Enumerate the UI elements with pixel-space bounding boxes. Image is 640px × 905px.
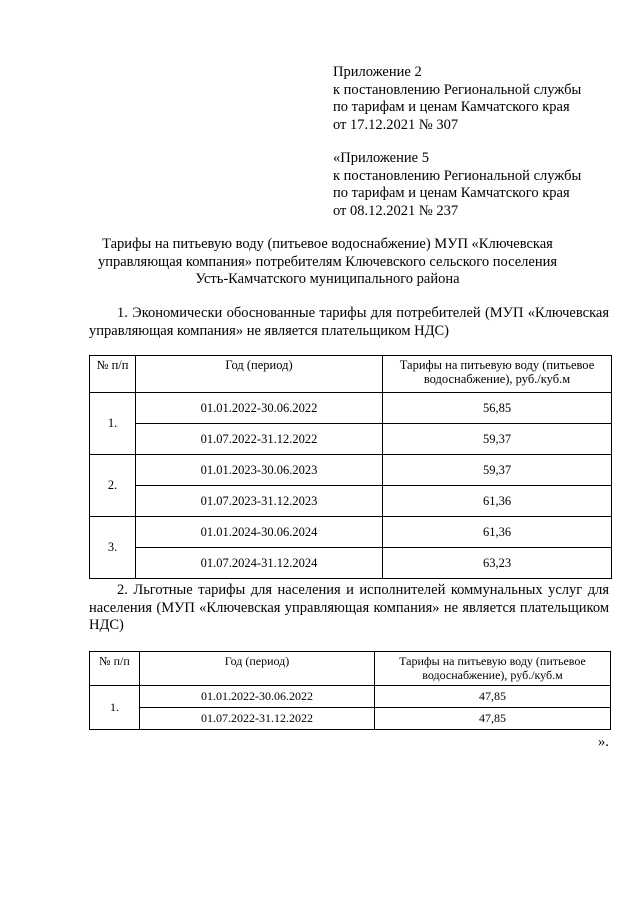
table-row xyxy=(90,486,612,517)
table-header-row xyxy=(90,356,612,393)
appendix-2-line: к постановлению Региональной службы xyxy=(333,81,582,98)
col-header-period: Год (период) xyxy=(140,652,375,686)
appendix-5-header xyxy=(333,150,581,220)
appendix-5-line: «Приложение 5 xyxy=(333,150,429,166)
title-line: управляющая компания» потребителям Ключевского сельского поселения xyxy=(97,253,558,270)
table-row xyxy=(90,517,612,548)
appendix-2-line: Приложение 2 xyxy=(333,64,422,80)
tariff-cell: 47,85 xyxy=(375,708,611,730)
table-row xyxy=(90,708,611,730)
period-cell: 01.01.2024-30.06.2024 xyxy=(136,517,383,548)
table-row xyxy=(90,424,612,455)
tariff-cell: 63,23 xyxy=(383,548,612,579)
table-row xyxy=(90,548,612,579)
tariff-cell: 59,37 xyxy=(383,424,612,455)
table-header-row xyxy=(90,652,611,686)
tariff-cell: 59,37 xyxy=(383,455,612,486)
appendix-5-line: от 08.12.2021 № 237 xyxy=(333,202,459,219)
row-number: 1. xyxy=(90,686,140,730)
row-number: 3. xyxy=(90,517,136,579)
tariffs-table-2 xyxy=(89,651,611,730)
title-line: Тарифы на питьевую воду (питьевое водоснабжение) МУП «Ключевская xyxy=(102,236,553,252)
period-cell: 01.07.2022-31.12.2022 xyxy=(136,424,383,455)
col-header-period: Год (период) xyxy=(136,356,383,393)
appendix-2-header xyxy=(333,64,581,134)
closing-quote-mark: ». xyxy=(598,734,609,750)
period-cell: 01.01.2022-30.06.2022 xyxy=(140,686,375,708)
appendix-5-line: к постановлению Региональной службы xyxy=(333,167,582,184)
col-header-num: № п/п xyxy=(90,652,140,686)
title-line: Усть-Камчатского муниципального района xyxy=(195,271,460,287)
section-2-heading xyxy=(89,582,609,635)
col-header-tariff: Тарифы на питьевую воду (питьевое водоснабжение), руб./куб.м xyxy=(383,356,612,393)
table-row xyxy=(90,686,611,708)
period-cell: 01.07.2024-31.12.2024 xyxy=(136,548,383,579)
tariff-cell: 47,85 xyxy=(375,686,611,708)
table-row xyxy=(90,393,612,424)
section-1-text: 1. Экономически обоснованные тарифы для потребителей (МУП «Ключевская управляющая компания» не является плательщиком НДС) xyxy=(89,305,609,339)
period-cell: 01.07.2022-31.12.2022 xyxy=(140,708,375,730)
col-header-tariff: Тарифы на питьевую воду (питьевое водоснабжение), руб./куб.м xyxy=(375,652,611,686)
appendix-2-line: по тарифам и ценам Камчатского края xyxy=(333,99,570,115)
period-cell: 01.07.2023-31.12.2023 xyxy=(136,486,383,517)
row-number: 1. xyxy=(90,393,136,455)
col-header-num: № п/п xyxy=(90,356,136,393)
period-cell: 01.01.2023-30.06.2023 xyxy=(136,455,383,486)
document-title xyxy=(60,236,595,289)
row-number: 2. xyxy=(90,455,136,517)
table-row xyxy=(90,455,612,486)
section-2-text: 2. Льготные тарифы для населения и исполнителей коммунальных услуг для населения (МУП «Ключевская управляющая компания» не является плательщиком НДС) xyxy=(89,582,609,633)
tariffs-table-1 xyxy=(89,355,612,579)
section-1-heading xyxy=(89,305,609,340)
tariff-cell: 61,36 xyxy=(383,517,612,548)
appendix-5-line: по тарифам и ценам Камчатского края xyxy=(333,185,570,201)
tariff-cell: 56,85 xyxy=(383,393,612,424)
appendix-2-line: от 17.12.2021 № 307 xyxy=(333,116,459,133)
period-cell: 01.01.2022-30.06.2022 xyxy=(136,393,383,424)
tariff-cell: 61,36 xyxy=(383,486,612,517)
